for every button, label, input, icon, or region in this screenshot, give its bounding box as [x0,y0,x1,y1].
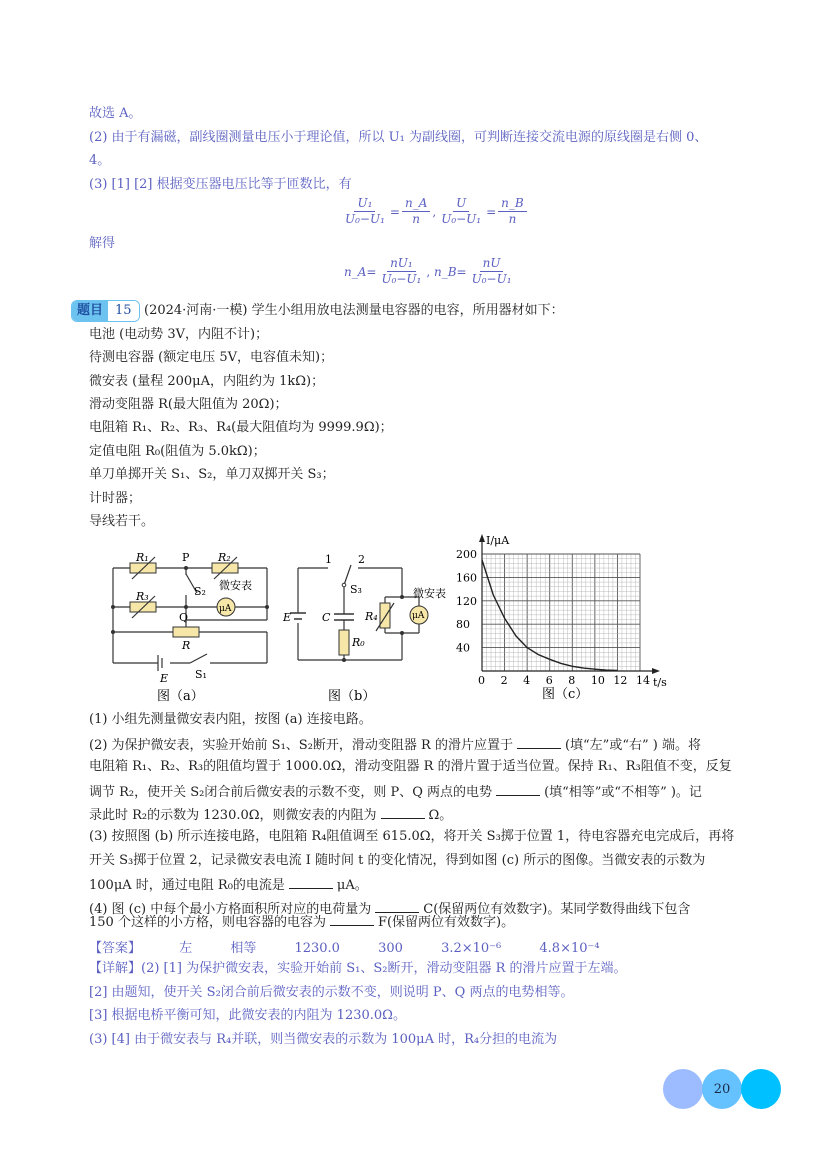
part-2-text: (填“左”或“右” ) 端。将 [564,738,701,753]
x-axis-label: t/s [653,676,667,689]
material-item: 定值电阻 R₀(阻值为 5.0kΩ)； [89,444,266,459]
ratio-equation: $\frac{\text{U₁}}{\text{U₀−U₁}}$ = $\frac{n\_A}{n}$ , $\frac{U}{\text{U₀−U₁}}$ = $\frac{n\_B}{n}$ [340,196,529,227]
circuit-diagram-a [100,545,280,710]
y-tick-label: 120 [456,594,477,608]
x-tick-label: 6 [545,674,553,687]
part-3-line [89,876,368,894]
frac-den: n [412,212,421,226]
x-axis-arrow-icon [652,668,660,674]
result-equation: n_A= $\frac{\text{nU₁}}{\text{U₀−U₁}}$ , n_B= $\frac{nU}{\text{U₀−U₁}}$ [344,256,517,287]
label-e: E [160,672,169,685]
frac-num: nU [480,256,504,272]
label-meter: μA [412,611,425,621]
frac-num: n_A [402,196,430,212]
part-3-text: 100μA 时，通过电阻 R₀的电流是 [89,878,285,893]
y-tick-label: 200 [456,548,477,561]
y-tick-label: 80 [456,618,470,632]
answer-value: 左 [179,941,193,956]
page-decoration-circle [663,1069,703,1109]
answer-row [89,937,634,956]
figure-c-caption: 图（c） [542,687,589,702]
material-item: 单刀单掷开关 S₁、S₂，单刀双掷开关 S₃； [89,467,335,482]
material-item: 电池 (电动势 3V，内阻不计)； [89,327,269,342]
part-4-text: 150 个这样的小方格，则电容器的电容为 [89,915,326,930]
frac-num: n_B [498,196,527,212]
lhs-na: n_A= [344,264,377,279]
prev-solution-line: (3) [1] [2] 根据变压器电压比等于匝数比，有 [89,177,352,192]
x-tick-label: 2 [500,674,508,687]
part-3-text: μA。 [336,878,368,893]
answer-blank[interactable] [381,806,425,819]
frac-den: U₀−U₁ [345,212,385,226]
label-r3: R₃ [136,590,149,603]
label-e: E [283,611,292,624]
part-4-text: F(保留两位有效数字)。 [377,915,515,930]
answer-blank[interactable] [289,876,333,889]
page-number: 20 [702,1069,742,1109]
detail-line: (3) [4] 由于微安表与 R₄并联，则当微安表的示数为 100μA 时，R₄分担的电流为 [89,1032,558,1047]
frac-den: U₀−U₁ [471,272,512,286]
label-p: P [182,551,190,564]
detail-line: [3] 根据电桥平衡可知，此微安表的内阻为 1230.0Ω。 [89,1008,406,1023]
label-s3: S₃ [350,583,362,596]
label-s1: S₁ [195,668,207,681]
label-r: R [182,639,191,652]
part-2-text: (填“相等”或“不相等” )。记 [544,785,702,800]
x-tick-label: 4 [523,674,531,687]
frac-num: U [453,196,469,212]
part-4-text: C(保留两位有效数字)。某同学数得曲线下包含 [423,902,691,917]
label-q: Q [179,611,189,624]
part-4-line-2 [89,913,514,931]
frac-num: nU₁ [387,256,416,272]
part-2-line [89,783,702,801]
x-tick-label: 12 [613,674,628,687]
label-r1: R₁ [136,551,149,564]
answer-blank[interactable] [496,783,540,796]
label-r2: R₂ [218,551,231,564]
part-2-text: 录此时 R₂的示数为 1230.0Ω，则微安表的内阻为 [89,808,377,823]
circuit-diagram-b [280,545,460,710]
label-s2: S₂ [194,585,206,598]
label-r0: R₀ [352,636,365,649]
label-meter-name: 微安表 [219,579,252,592]
answer-blank[interactable] [330,913,374,926]
material-item: 计时器； [89,491,142,506]
current-time-chart [450,530,680,710]
question-number: 15 [108,301,139,321]
x-tick-label: 8 [568,674,576,687]
detail-line: 【详解】(2) [1] 为保护微安表，实验开始前 S₁、S₂断开，滑动变阻器 R 的滑片应置于左端。 [89,961,627,976]
lhs-nb: n_B= [434,264,467,279]
page-decoration-circle [741,1069,781,1109]
prev-solution-line: 故选 A。 [89,106,142,121]
x-tick-label: 14 [636,674,650,687]
answer-value: 4.8×10⁻⁴ [539,941,600,956]
part-2-text: 调节 R₂，使开关 S₂闭合前后微安表的示数不变，则 P、Q 两点的电势 [89,785,493,800]
y-axis-arrow-icon [479,534,485,542]
label-pos2: 2 [358,553,365,566]
material-item: 待测电容器 (额定电压 5V，电容值未知)； [89,350,334,365]
detail-line: [2] 由题知，使开关 S₂闭合前后微安表的示数不变，则说明 P、Q 两点的电势相等。 [89,985,574,1000]
part-4-text: (4) 图 (c) 中每个最小方格面积所对应的电荷量为 [89,902,372,917]
figure-b-caption: 图（b） [328,689,376,704]
y-tick-label: 160 [456,571,477,585]
label-r4: R₄ [365,610,378,623]
part-3-line: (3) 按照图 (b) 所示连接电路，电阻箱 R₄阻值调至 615.0Ω，将开关 S₃掷于位置 1，待电容器充电完成后，再将 [89,829,735,844]
material-item: 微安表 (量程 200μA，内阻约为 1kΩ)； [89,374,325,389]
answer-blank[interactable] [375,900,419,913]
frac-den: U₀−U₁ [441,212,482,226]
answer-blank[interactable] [517,736,561,749]
part-2-line [89,736,701,754]
question-intro: (2024·河南·一模) 学生小组用放电法测量电容器的电容，所用器材如下： [144,303,564,318]
answer-value: 3.2×10⁻⁶ [441,941,502,956]
x-tick-label: 0 [478,674,485,687]
label-meter: μA [219,604,232,614]
label-pos1: 1 [325,553,332,566]
part-2-line: 电阻箱 R₁、R₂、R₃的阻值均置于 1000.0Ω，滑动变阻器 R 的滑片置于适当位置。保持 R₁、R₃阻值不变，反复 [89,759,732,774]
frac-den: U₀−U₁ [381,272,422,286]
answer-value: 相等 [230,941,257,956]
frac-den: n [508,212,517,226]
prev-solution-line: (2) 由于有漏磁，副线圈测量电压小于理论值，所以 U₁ 为副线圈，可判断连接交流电源的原线圈是右侧 0、 [89,130,708,145]
frac-num: U₁ [354,196,375,212]
material-item: 滑动变阻器 R(最大阻值为 20Ω)； [89,397,288,412]
y-tick-label: 40 [456,641,470,655]
answer-label: 【答案】 [89,941,142,956]
part-2-text: Ω。 [428,808,453,823]
answer-value: 300 [378,941,403,956]
material-item: 电阻箱 R₁、R₂、R₃、R₄(最大阻值均为 9999.9Ω)； [89,420,393,435]
label-c: C [322,611,331,624]
prev-solution-line: 4。 [89,153,111,168]
part-3-line: 开关 S₃掷于位置 2，记录微安表电流 I 随时间 t 的变化情况，得到如图 (c) 所示的图像。当微安表的示数为 [89,853,706,868]
figure-a-caption: 图（a） [157,689,204,704]
solve-label: 解得 [89,236,116,251]
material-item: 导线若干。 [89,514,155,529]
answer-value: 1230.0 [294,941,340,956]
label-meter-name: 微安表 [413,587,446,600]
part-2-text: (2) 为保护微安表，实验开始前 S₁、S₂断开，滑动变阻器 R 的滑片应置于 [89,738,513,753]
part-2-line [89,806,452,824]
y-axis-label: I/μA [486,534,510,547]
x-tick-label: 10 [590,674,605,687]
badge-label: 题目 [72,301,108,321]
part-1: (1) 小组先测量微安表内阻，按图 (a) 连接电路。 [89,712,372,727]
question-badge [71,300,140,322]
